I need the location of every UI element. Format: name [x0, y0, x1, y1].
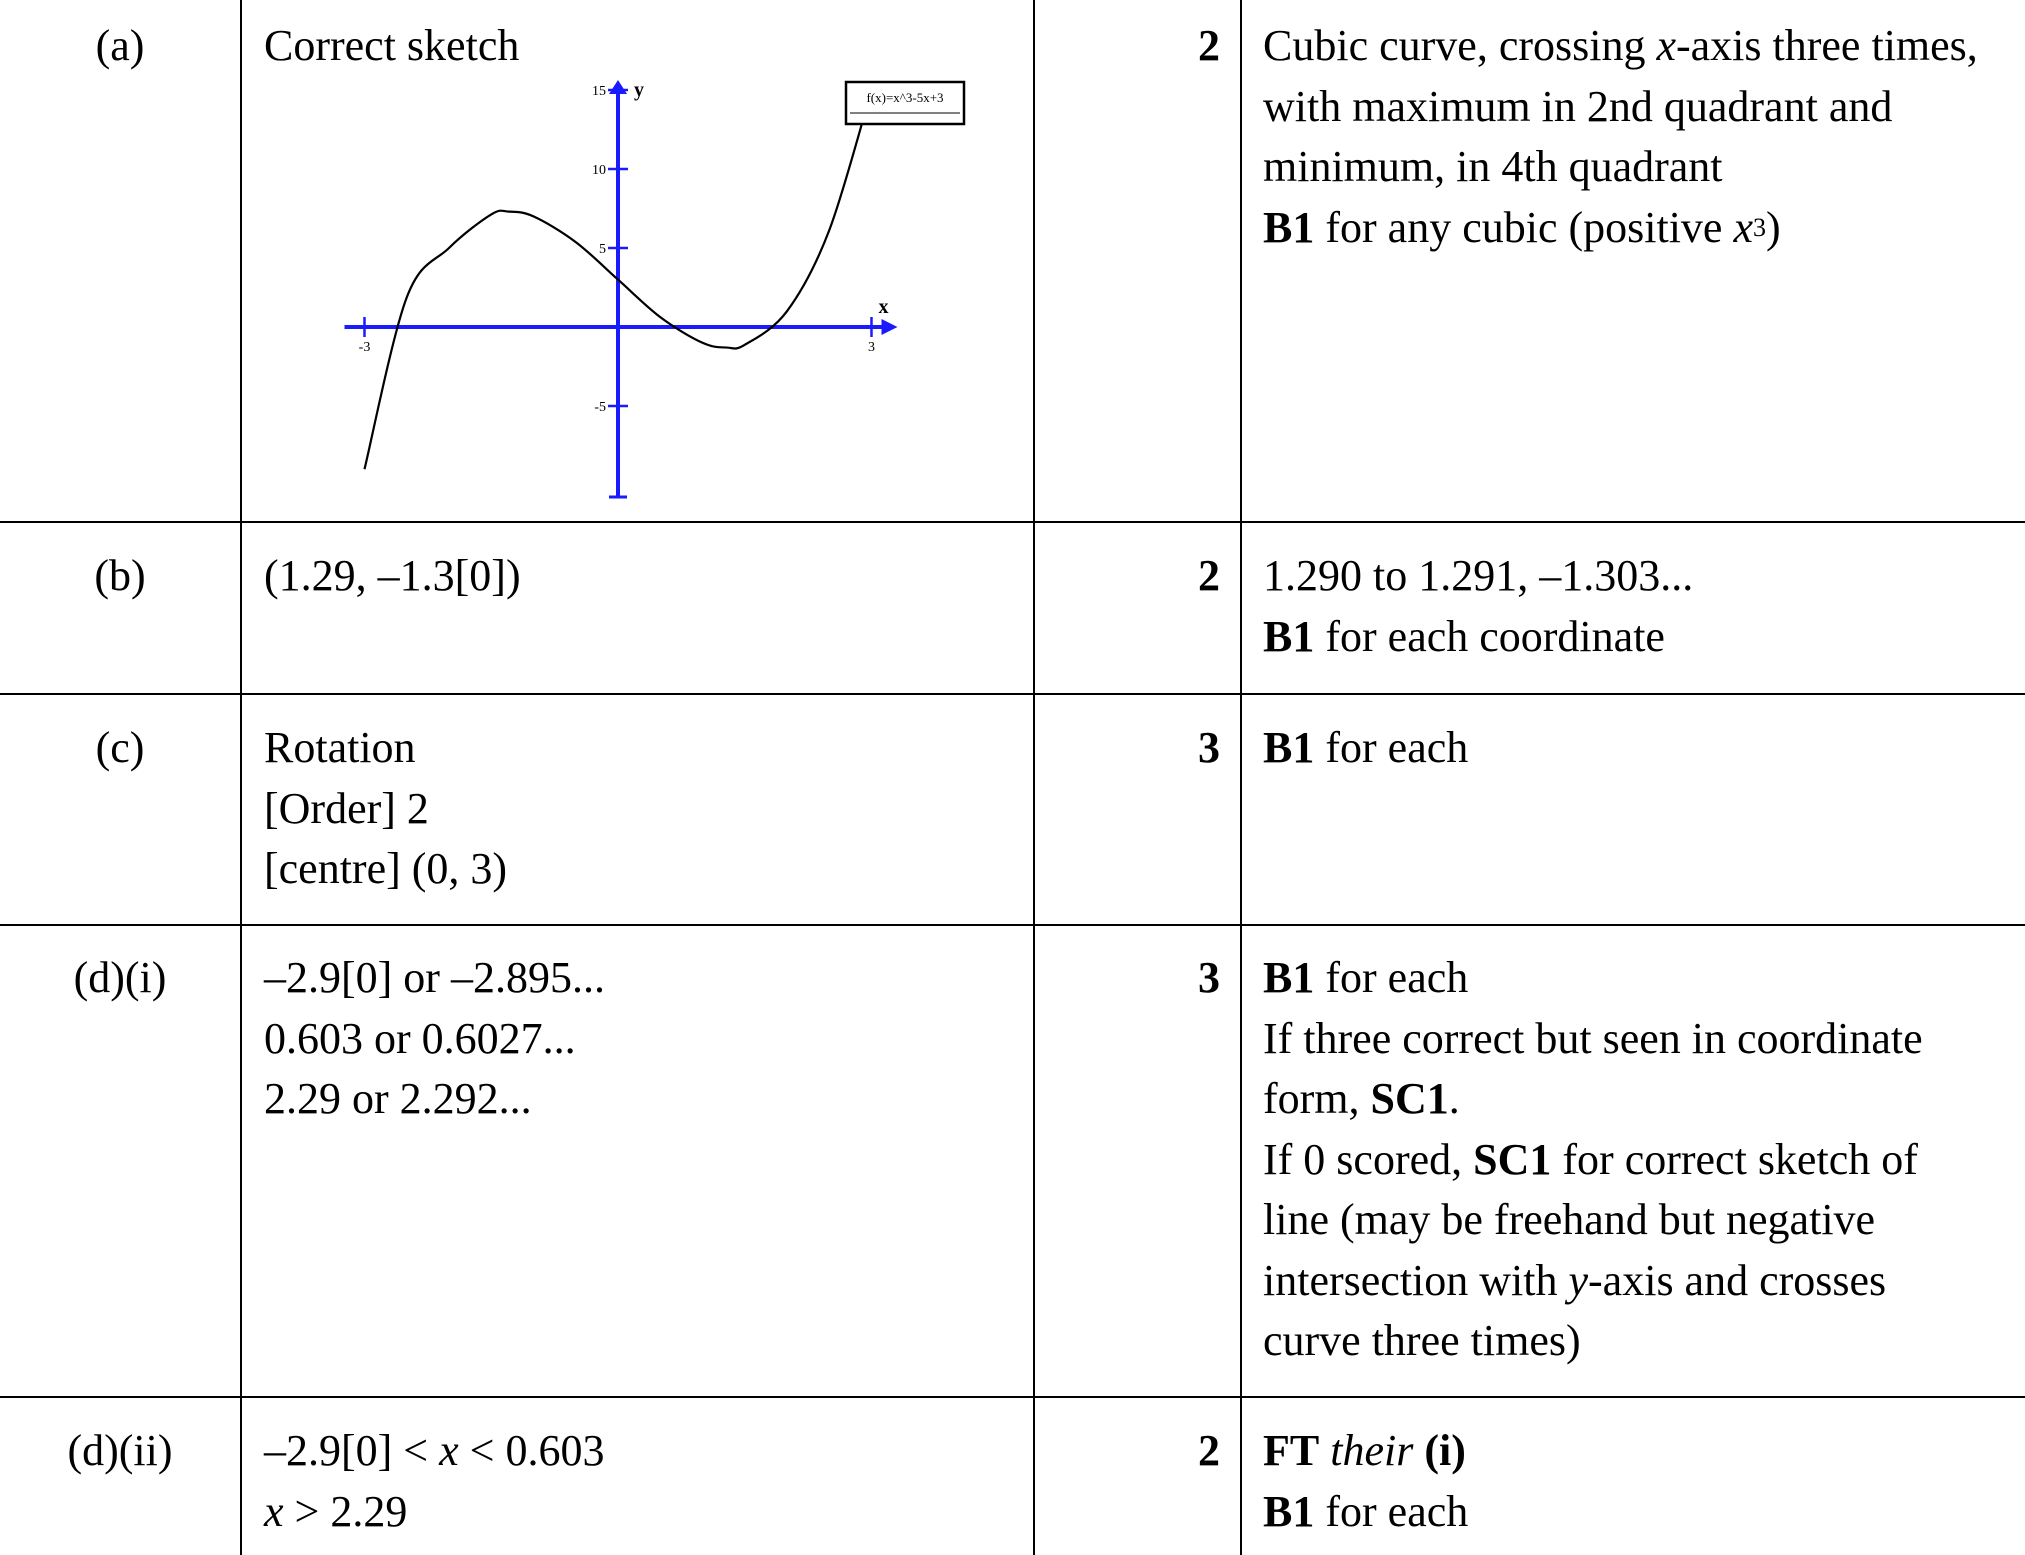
y-tick-label: 5: [599, 242, 606, 257]
answer-line: –2.9[0] or –2.895...: [264, 953, 605, 1002]
y-axis-label: y: [634, 79, 644, 101]
part-label: (a): [95, 21, 145, 70]
column-divider: [1240, 0, 1242, 1555]
marks-cell: 2: [1198, 21, 1220, 70]
row-divider: [0, 693, 2025, 695]
text-line: minimum, in 4th quadrant: [1263, 142, 1723, 191]
marks-cell: 2: [1198, 551, 1220, 600]
text-line: FT their (i): [1263, 1426, 1466, 1475]
text-line: If three correct but seen in coordinate: [1263, 1013, 1923, 1063]
answer-line: Correct sketch: [264, 21, 520, 70]
text-line: B1 for each coordinate: [1263, 611, 1665, 661]
text-line: –2.9[0] < x < 0.603: [264, 1426, 605, 1475]
guidance-cell: [1263, 16, 1978, 258]
legend-box: [846, 82, 964, 124]
text-line: x > 2.29: [264, 1486, 408, 1536]
text-line: Cubic curve, crossing x-axis three times,: [1263, 21, 1978, 70]
axes: [345, 79, 898, 497]
text-line: B1 for each: [1263, 723, 1469, 772]
answer-line: (1.29, –1.3[0]): [264, 551, 521, 600]
y-tick-label: 10: [592, 163, 606, 178]
legend-label: f(x)=x^3-5x+3: [866, 90, 944, 105]
answer-cell: [264, 16, 519, 77]
y-tick-label: -5: [594, 400, 606, 415]
part-label: (c): [95, 723, 145, 772]
answer-line: 2.29 or 2.292...: [264, 1074, 532, 1123]
guidance-cell: [1263, 546, 1693, 667]
row-divider: [0, 521, 2025, 523]
text-line: with maximum in 2nd quadrant and: [1263, 81, 1893, 131]
text-line: form, SC1.: [1263, 1074, 1460, 1123]
answer-line: [Order] 2: [264, 783, 429, 833]
guidance-cell: [1263, 718, 1468, 779]
row-divider: [0, 1396, 2025, 1398]
answer-cell: [264, 546, 521, 607]
marks-cell: 2: [1198, 1426, 1220, 1475]
text-line: B1 for each: [1263, 953, 1469, 1002]
text-line: curve three times): [1263, 1316, 1581, 1365]
guidance-cell: [1263, 1421, 1468, 1542]
text-line: B1 for any cubic (positive $x^3$): [1263, 202, 1781, 252]
column-divider: [240, 0, 242, 1555]
guidance-cell: [1263, 948, 1923, 1372]
marks-cell: 3: [1198, 723, 1220, 772]
text-line: B1 for each: [1263, 1486, 1469, 1536]
answer-line: [centre] (0, 3): [264, 844, 508, 893]
x-axis-label: x: [878, 296, 889, 318]
answer-line: Rotation: [264, 723, 416, 772]
part-label: (b): [94, 551, 146, 600]
answer-line: 0.603 or 0.6027...: [264, 1013, 576, 1063]
row-divider: [0, 924, 2025, 926]
text-line: line (may be freehand but negative: [1263, 1195, 1876, 1244]
y-axis-arrow: [609, 80, 627, 94]
text-line: If 0 scored, SC1 for correct sketch of: [1263, 1134, 1918, 1184]
cubic-sketch: [258, 72, 978, 502]
x-axis-arrow: [882, 319, 898, 335]
answer-cell: [264, 1421, 604, 1542]
text-line: 1.290 to 1.291, –1.303...: [1263, 551, 1694, 600]
answer-cell: [264, 948, 605, 1130]
answer-cell: [264, 718, 507, 900]
marks-cell: 3: [1198, 953, 1220, 1002]
part-label: (d)(ii): [67, 1426, 173, 1475]
x-tick-label: -3: [358, 340, 371, 355]
y-tick-label: 15: [592, 84, 606, 99]
part-label: (d)(i): [73, 953, 167, 1002]
text-line: intersection with y-axis and crosses: [1263, 1255, 1887, 1305]
x-tick-label: 3: [868, 340, 875, 355]
